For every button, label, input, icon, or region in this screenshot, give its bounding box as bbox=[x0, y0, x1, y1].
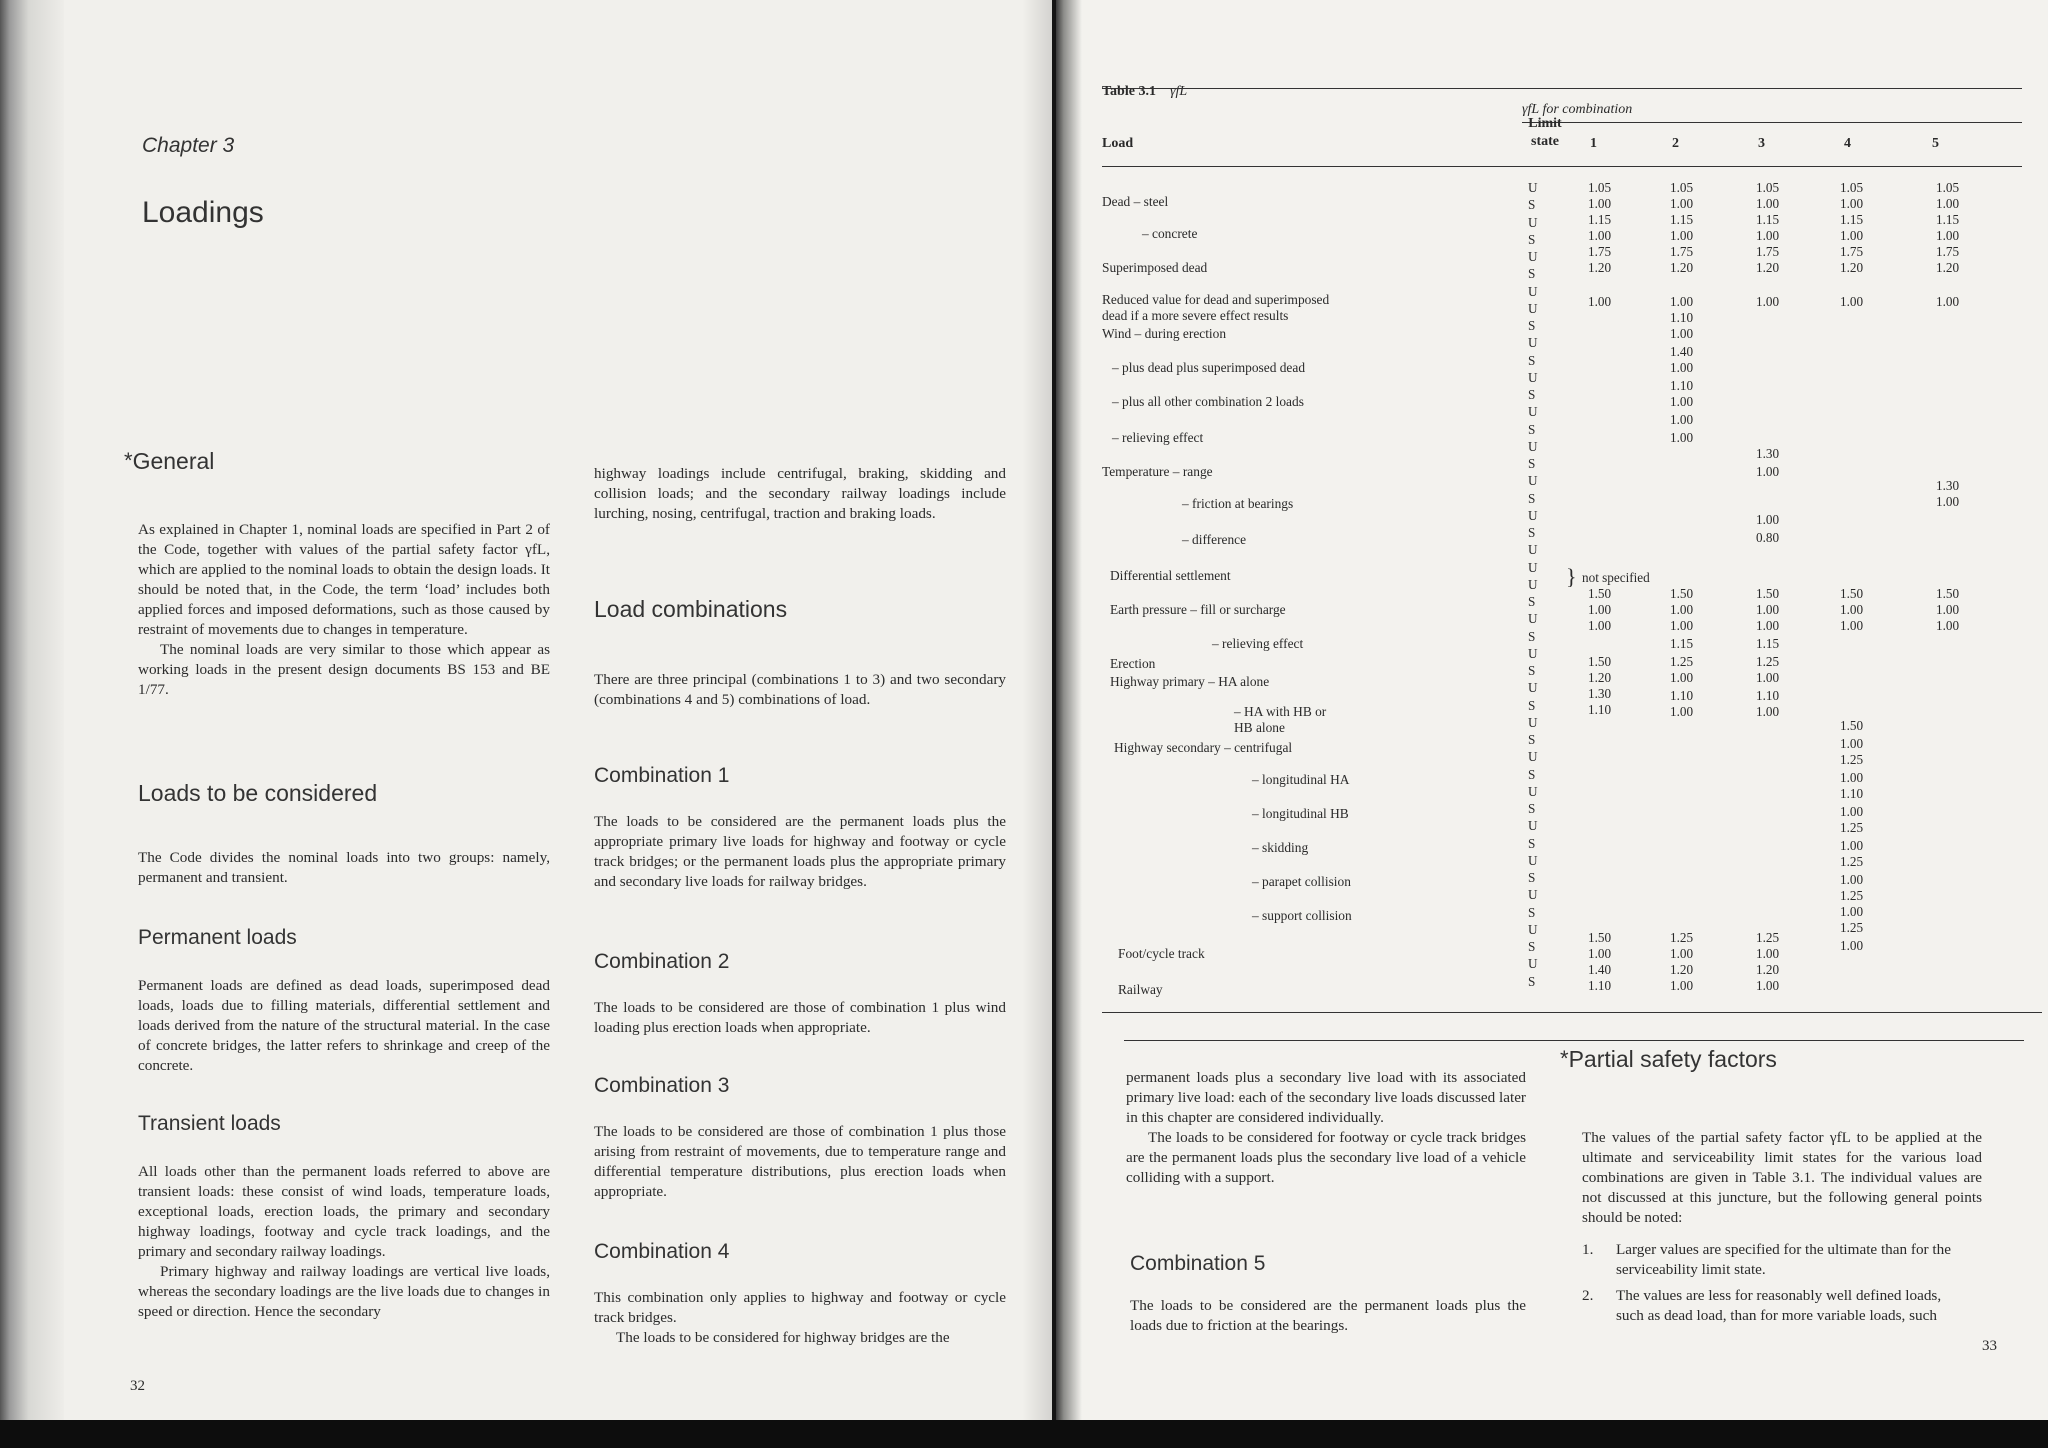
table-limit-state-cell: S bbox=[1528, 732, 1536, 747]
combination-2-text: The loads to be considered are those of combination 1 plus wind loading plus erection loads when appropriate. bbox=[594, 999, 1006, 1036]
table-value-cell: 1.20 bbox=[1588, 670, 1612, 685]
table-load-label: – plus dead plus superimposed dead bbox=[1112, 360, 1306, 375]
table-header-combo-2: 2 bbox=[1672, 136, 1679, 151]
table-value-cell: 1.25 bbox=[1756, 930, 1780, 945]
table-header-limit: Limit bbox=[1528, 116, 1562, 131]
table-load-label: – plus all other combination 2 loads bbox=[1112, 394, 1304, 409]
table-load-label: – HA with HB or bbox=[1234, 704, 1327, 719]
paragraph: The nominal loads are very similar to those which appear as working loads in the present design documents BS 153 and BE 1/77. bbox=[138, 641, 550, 698]
table-limit-state-cell: S bbox=[1528, 835, 1536, 851]
table-value-cell: 1.00 bbox=[1840, 938, 1864, 953]
page-number: 32 bbox=[130, 1378, 145, 1394]
table-limit-state-cell: U bbox=[1528, 473, 1538, 489]
table-value-cell: 1.00 bbox=[1670, 602, 1694, 617]
table-header-load: Load bbox=[1102, 136, 1134, 151]
table-limit-state-cell: U bbox=[1528, 283, 1538, 299]
table-value-cell: 1.00 bbox=[1756, 196, 1780, 211]
table-value-cell: 1.00 bbox=[1670, 704, 1694, 719]
paragraph: The loads to be considered for footway or cycle track bridges are the permanent loads plus the secondary live load of a vehicle colliding with a support. bbox=[1126, 1129, 1526, 1186]
table-limit-state-cell: U bbox=[1528, 887, 1538, 903]
table-value-cell: 1.00 bbox=[1936, 294, 1960, 309]
table-load-label: Superimposed dead bbox=[1102, 260, 1208, 275]
table-value-cell: 1.25 bbox=[1840, 920, 1864, 935]
table-title-symbol: γfL bbox=[1169, 84, 1188, 99]
table-value-cell: 1.00 bbox=[1756, 512, 1780, 527]
table-value-cell: 1.40 bbox=[1670, 344, 1694, 359]
table-value-cell: 1.00 bbox=[1756, 294, 1780, 309]
combination-1-text: The loads to be considered are the permanent loads plus the appropriate primary live loads for highway and footway or cycle track bridges; or the permanent loads plus the appropriate primary and secondary live loads for railway bridges. bbox=[594, 813, 1006, 890]
table-group-rule bbox=[1522, 122, 2022, 123]
table-load-label: Differential settlement bbox=[1110, 568, 1231, 583]
table-load-label: Highway secondary – centrifugal bbox=[1114, 740, 1293, 755]
table-load-label: Dead – steel bbox=[1102, 194, 1169, 209]
table-limit-state-cell: U bbox=[1528, 559, 1538, 575]
table-limit-state-cell: U bbox=[1528, 749, 1538, 765]
table-limit-state-cell: U bbox=[1528, 249, 1538, 264]
table-limit-state-cell: S bbox=[1528, 318, 1536, 333]
table-load-label: – concrete bbox=[1142, 226, 1198, 241]
table-limit-state-cell: S bbox=[1528, 266, 1536, 282]
table-limit-state-cell: U bbox=[1528, 956, 1538, 972]
table-load-label: Highway primary – HA alone bbox=[1110, 674, 1270, 689]
table-value-cell: 1.25 bbox=[1840, 854, 1864, 869]
subheading-combination-1: Combination 1 bbox=[594, 764, 730, 787]
table-value-cell: 1.20 bbox=[1756, 962, 1780, 977]
table-value-cell: 1.00 bbox=[1670, 946, 1694, 961]
chapter-label: Chapter 3 bbox=[142, 134, 235, 157]
table-limit-state-cell: U bbox=[1528, 645, 1538, 661]
table-limit-state-cell: U bbox=[1528, 611, 1538, 627]
table-value-cell: 1.10 bbox=[1840, 786, 1864, 801]
table-value-cell: 1.00 bbox=[1840, 618, 1864, 633]
list-number: 1. bbox=[1582, 1241, 1594, 1258]
chapter-title: Loadings bbox=[142, 196, 264, 229]
table-value-cell: 1.00 bbox=[1840, 804, 1864, 819]
table-value-cell: 1.00 bbox=[1670, 196, 1694, 211]
table-title-text: Table 3.1 bbox=[1102, 84, 1156, 99]
table-load-label: Railway bbox=[1118, 982, 1163, 997]
table-value-cell: 1.00 bbox=[1588, 618, 1612, 633]
table-limit-state-cell: S bbox=[1528, 352, 1536, 368]
table-value-cell: 1.00 bbox=[1840, 838, 1864, 853]
continued-text bbox=[1126, 1068, 1526, 1188]
section-heading-general bbox=[124, 448, 214, 475]
table-value-cell: 1.15 bbox=[1840, 212, 1864, 227]
table-limit-state-cell: U bbox=[1528, 921, 1538, 937]
section-divider bbox=[1124, 1040, 2024, 1041]
table-load-label: Wind – during erection bbox=[1102, 326, 1227, 341]
section-heading-psf bbox=[1560, 1046, 1777, 1073]
table-value-cell: 1.00 bbox=[1840, 904, 1864, 919]
transient-text bbox=[138, 1162, 550, 1322]
table-value-cell: 1.10 bbox=[1756, 688, 1780, 703]
combination-5-text: The loads to be considered are the permanent loads plus the loads due to friction at the bearings. bbox=[1130, 1297, 1526, 1334]
table-value-cell: 1.00 bbox=[1588, 602, 1612, 617]
list-text: Larger values are specified for the ultimate than for the serviceability limit state. bbox=[1616, 1241, 1951, 1278]
gutter-shadow bbox=[1022, 0, 1052, 1420]
table-value-cell: 1.10 bbox=[1670, 378, 1694, 393]
table-value-cell: 1.10 bbox=[1588, 702, 1612, 717]
table-value-cell: 1.75 bbox=[1670, 244, 1694, 259]
table-limit-state-cell: S bbox=[1528, 973, 1536, 989]
table-value-cell: 1.25 bbox=[1840, 752, 1864, 767]
asterisk-mark: * bbox=[124, 448, 133, 473]
table-value-cell: 1.30 bbox=[1588, 686, 1612, 701]
table-limit-state-cell: S bbox=[1528, 231, 1536, 247]
general-text bbox=[138, 520, 550, 700]
paragraph: This combination only applies to highway and footway or cycle track bridges. bbox=[594, 1289, 1006, 1326]
table-value-cell: 1.00 bbox=[1588, 196, 1612, 211]
binding-shadow bbox=[0, 1420, 2048, 1448]
table-value-cell: 1.30 bbox=[1936, 478, 1960, 493]
list-item bbox=[1582, 1286, 1982, 1328]
table-limit-state-cell: S bbox=[1528, 904, 1536, 920]
table-load-label: Temperature – range bbox=[1102, 464, 1213, 479]
table-value-cell: 1.20 bbox=[1936, 260, 1960, 275]
paragraph: permanent loads plus a secondary live load with its associated primary live load: each of the secondary live loads discussed later in this chapter are considered individually. bbox=[1126, 1069, 1526, 1126]
table-limit-state-cell: S bbox=[1528, 697, 1536, 713]
subheading-combination-3: Combination 3 bbox=[594, 1074, 730, 1097]
gutter-shadow bbox=[1056, 0, 1082, 1420]
table-value-cell: 1.25 bbox=[1840, 820, 1864, 835]
table-value-cell: 1.15 bbox=[1670, 212, 1694, 227]
table-value-cell: 1.40 bbox=[1588, 962, 1612, 977]
table-load-label: – longitudinal HB bbox=[1252, 806, 1349, 821]
table-load-label: – parapet collision bbox=[1252, 874, 1351, 889]
table-value-cell: 1.00 bbox=[1840, 872, 1864, 887]
table-load-label: – friction at bearings bbox=[1182, 496, 1294, 511]
table-value-cell: 1.75 bbox=[1756, 244, 1780, 259]
table-value-cell: 1.00 bbox=[1840, 196, 1864, 211]
table-group-header: γfL for combination bbox=[1522, 102, 1633, 117]
heading-text: Partial safety factors bbox=[1568, 1046, 1777, 1072]
not-specified-label: not specified bbox=[1582, 570, 1650, 585]
table-load-label: – relieving effect bbox=[1212, 636, 1304, 651]
table-value-cell: 1.75 bbox=[1840, 244, 1864, 259]
table-value-cell: 1.05 bbox=[1670, 180, 1694, 195]
list-text: The values are less for reasonably well defined loads, such as dead load, than for more variable loads, such bbox=[1616, 1287, 1942, 1324]
table-limit-state-cell: U bbox=[1528, 369, 1538, 385]
table-value-cell: 1.00 bbox=[1588, 228, 1612, 243]
table-value-cell: 1.05 bbox=[1588, 180, 1612, 195]
table-value-cell: 1.15 bbox=[1588, 212, 1612, 227]
heading-text: General bbox=[132, 448, 215, 474]
table-value-cell: 1.50 bbox=[1588, 930, 1612, 945]
table-value-cell: 1.20 bbox=[1670, 260, 1694, 275]
combinations-text: There are three principal (combinations 1 to 3) and two secondary (combinations 4 and 5) combinations of load. bbox=[594, 671, 1006, 708]
table-value-cell: 1.10 bbox=[1588, 978, 1612, 993]
table-load-label: Reduced value for dead and superimposed bbox=[1102, 292, 1330, 307]
table-value-cell: 1.20 bbox=[1756, 260, 1780, 275]
table-limit-state-cell: U bbox=[1528, 507, 1538, 523]
table-load-label: – relieving effect bbox=[1112, 430, 1204, 445]
right-page bbox=[1056, 0, 2048, 1420]
table-value-cell: 1.00 bbox=[1670, 412, 1694, 427]
table-value-cell: 1.00 bbox=[1670, 618, 1694, 633]
table-value-cell: 1.20 bbox=[1670, 962, 1694, 977]
table-value-cell: 1.25 bbox=[1756, 654, 1780, 669]
table-header-state: state bbox=[1531, 134, 1559, 149]
table-limit-state-cell: U bbox=[1528, 404, 1538, 420]
table-limit-state-cell: U bbox=[1528, 542, 1538, 558]
table-limit-state-cell: U bbox=[1528, 214, 1538, 230]
page-number: 33 bbox=[1982, 1338, 1997, 1354]
table-limit-state-cell: U bbox=[1528, 680, 1538, 696]
list-item bbox=[1582, 1240, 1982, 1282]
subheading-combination-4: Combination 4 bbox=[594, 1240, 730, 1263]
table-value-cell: 1.50 bbox=[1936, 586, 1960, 601]
table-value-cell: 1.05 bbox=[1936, 180, 1960, 195]
table-value-cell: 1.15 bbox=[1756, 636, 1780, 651]
table-header-combo-1: 1 bbox=[1590, 136, 1597, 151]
table-value-cell: 1.00 bbox=[1840, 602, 1864, 617]
table-load-label: – support collision bbox=[1252, 908, 1352, 923]
permanent-text: Permanent loads are defined as dead loads, superimposed dead loads, loads due to filling materials, differential settlement and loads derived from the nature of the structural material. In the case of concrete bridges, the latter refers to shrinkage and creep of the concrete. bbox=[138, 977, 550, 1074]
table-value-cell: 1.75 bbox=[1588, 244, 1612, 259]
table-load-label: Erection bbox=[1110, 656, 1156, 671]
table-value-cell: 1.50 bbox=[1756, 586, 1780, 601]
table-value-cell: 1.00 bbox=[1936, 228, 1960, 243]
table-value-cell: 1.00 bbox=[1936, 618, 1960, 633]
table-limit-state-cell: S bbox=[1528, 594, 1536, 609]
table-value-cell: 1.20 bbox=[1588, 260, 1612, 275]
subheading-combination-5: Combination 5 bbox=[1130, 1252, 1266, 1275]
table-limit-state-cell: S bbox=[1528, 801, 1536, 816]
table-value-cell: 1.00 bbox=[1670, 978, 1694, 993]
table-load-label: Earth pressure – fill or surcharge bbox=[1110, 602, 1286, 617]
table-value-cell: 1.00 bbox=[1756, 602, 1780, 617]
table-value-cell: 1.20 bbox=[1840, 260, 1864, 275]
table-value-cell: 1.75 bbox=[1936, 244, 1960, 259]
table-value-cell: 1.00 bbox=[1936, 602, 1960, 617]
table-limit-state-cell: U bbox=[1528, 180, 1538, 195]
table-load-label: – difference bbox=[1182, 532, 1247, 547]
table-limit-state-cell: U bbox=[1528, 335, 1538, 351]
table-load-label: dead if a more severe effect results bbox=[1102, 308, 1289, 323]
table-value-cell: 1.10 bbox=[1670, 310, 1694, 325]
table-value-cell: 1.05 bbox=[1756, 180, 1780, 195]
table-value-cell: 1.00 bbox=[1756, 618, 1780, 633]
table-value-cell: 1.50 bbox=[1840, 586, 1864, 601]
subheading-combination-2: Combination 2 bbox=[594, 950, 730, 973]
table-value-cell: 1.00 bbox=[1670, 326, 1694, 341]
table-limit-state-cell: S bbox=[1528, 525, 1536, 540]
table-value-cell: 1.00 bbox=[1756, 228, 1780, 243]
col2-continued-text: highway loadings include centrifugal, braking, skidding and collision loads; and the secondary railway loadings include lurching, nosing, centrifugal, traction and braking loads. bbox=[594, 465, 1006, 522]
table-value-cell: 1.00 bbox=[1670, 430, 1694, 445]
table-header-combo-3: 3 bbox=[1758, 136, 1765, 151]
table-limit-state-cell: S bbox=[1528, 387, 1536, 402]
table-value-cell: 1.00 bbox=[1670, 228, 1694, 243]
table-value-cell: 1.00 bbox=[1588, 294, 1612, 309]
table-limit-state-cell: U bbox=[1528, 438, 1538, 454]
table-limit-state-cell: U bbox=[1528, 818, 1538, 834]
table-value-cell: 1.25 bbox=[1670, 930, 1694, 945]
table-limit-state-cell: S bbox=[1528, 628, 1536, 644]
table-limit-state-cell: S bbox=[1528, 456, 1536, 471]
table-value-cell: 1.10 bbox=[1670, 688, 1694, 703]
table-value-cell: 0.80 bbox=[1756, 530, 1780, 545]
table-value-cell: 1.00 bbox=[1670, 394, 1694, 409]
table-limit-state-cell: S bbox=[1528, 870, 1536, 885]
table-header-combo-5: 5 bbox=[1932, 136, 1939, 151]
table-value-cell: 1.00 bbox=[1936, 196, 1960, 211]
table-value-cell: 1.00 bbox=[1936, 494, 1960, 509]
table-value-cell: 1.00 bbox=[1670, 294, 1694, 309]
paragraph: The loads to be considered for highway bridges are the bbox=[616, 1329, 950, 1346]
table-value-cell: 1.30 bbox=[1756, 446, 1780, 461]
table-limit-state-cell: U bbox=[1528, 576, 1538, 592]
table-value-cell: 1.15 bbox=[1756, 212, 1780, 227]
table-load-label: – skidding bbox=[1252, 840, 1309, 855]
combination-3-text: The loads to be considered are those of combination 1 plus those arising from restraint of movements, due to temperature range and differential temperature distributions, plus erection loads when appropriate. bbox=[594, 1123, 1006, 1200]
asterisk-mark: * bbox=[1560, 1046, 1569, 1071]
table-value-cell: 1.00 bbox=[1840, 294, 1864, 309]
table-value-cell: 1.50 bbox=[1588, 654, 1612, 669]
list-number: 2. bbox=[1582, 1287, 1594, 1304]
brace: } bbox=[1566, 564, 1577, 589]
subheading-permanent: Permanent loads bbox=[138, 926, 297, 949]
table-value-cell: 1.00 bbox=[1756, 670, 1780, 685]
table-value-cell: 1.00 bbox=[1840, 770, 1864, 785]
paragraph: As explained in Chapter 1, nominal loads are specified in Part 2 of the Code, together with values of the partial safety factor γfL, which are applied to the nominal loads to obtain the design loads. It should be noted that, in the Code, the term ‘load’ includes both applied forces and imposed deformations, such as those caused by restraint of movements due to changes in temperature. bbox=[138, 521, 550, 638]
table-value-cell: 1.05 bbox=[1840, 180, 1864, 195]
table-limit-state-cell: S bbox=[1528, 766, 1536, 782]
table-value-cell: 1.00 bbox=[1756, 464, 1780, 479]
psf-text: The values of the partial safety factor γfL to be applied at the ultimate and serviceability limit states for the various load combinations are given in Table 3.1. The individual values are not discussed at this juncture, but the following general points should be noted: bbox=[1582, 1129, 1982, 1226]
table-value-cell: 1.00 bbox=[1588, 946, 1612, 961]
table-title bbox=[1102, 84, 1187, 100]
table-limit-state-cell: U bbox=[1528, 300, 1538, 316]
table-limit-state-cell: S bbox=[1528, 421, 1536, 437]
table-value-cell: 1.00 bbox=[1756, 978, 1780, 993]
paragraph: Primary highway and railway loadings are vertical live loads, whereas the secondary loadings are the live loads due to changes in speed or direction. Hence the secondary bbox=[138, 1263, 550, 1320]
table-value-cell: 1.00 bbox=[1840, 736, 1864, 751]
table-limit-state-cell: U bbox=[1528, 714, 1538, 730]
table-header-rule bbox=[1102, 166, 2022, 167]
table-limit-state-cell: S bbox=[1528, 490, 1536, 506]
table-limit-state-cell: S bbox=[1528, 663, 1536, 678]
combination-4-text bbox=[594, 1288, 1006, 1348]
loads-text: The Code divides the nominal loads into two groups: namely, permanent and transient. bbox=[138, 849, 550, 886]
table-value-cell: 1.50 bbox=[1840, 718, 1864, 733]
table-limit-state-cell: U bbox=[1528, 783, 1538, 799]
table-bottom-rule bbox=[1102, 1012, 2042, 1013]
table-value-cell: 1.15 bbox=[1670, 636, 1694, 651]
table-value-cell: 1.50 bbox=[1588, 586, 1612, 601]
table-value-cell: 1.00 bbox=[1756, 946, 1780, 961]
table-value-cell: 1.00 bbox=[1756, 704, 1780, 719]
table-value-cell: 1.00 bbox=[1670, 670, 1694, 685]
table-header-combo-4: 4 bbox=[1844, 136, 1851, 151]
page-edge-shadow bbox=[0, 0, 64, 1420]
table-value-cell: 1.25 bbox=[1670, 654, 1694, 669]
table-value-cell: 1.00 bbox=[1840, 228, 1864, 243]
table-load-label: – longitudinal HA bbox=[1252, 772, 1350, 787]
section-heading-loads: Loads to be considered bbox=[138, 780, 378, 806]
section-heading-combinations: Load combinations bbox=[594, 596, 788, 622]
paragraph: All loads other than the permanent loads referred to above are transient loads: these consist of wind loads, temperature loads, exceptional loads, erection loads, the primary and secondary highway loadings, footway and cycle track loadings, and the primary and secondary railway loadings. bbox=[138, 1163, 550, 1260]
table-limit-state-cell: U bbox=[1528, 852, 1538, 868]
table-load-label: HB alone bbox=[1234, 720, 1285, 735]
table-load-label: Foot/cycle track bbox=[1118, 946, 1205, 961]
table-value-cell: 1.00 bbox=[1670, 360, 1694, 375]
table-top-rule bbox=[1102, 88, 2022, 89]
table-limit-state-cell: S bbox=[1528, 939, 1536, 954]
table-value-cell: 1.50 bbox=[1670, 586, 1694, 601]
table-value-cell: 1.25 bbox=[1840, 888, 1864, 903]
subheading-transient: Transient loads bbox=[138, 1112, 281, 1135]
table-value-cell: 1.15 bbox=[1936, 212, 1960, 227]
table-limit-state-cell: S bbox=[1528, 197, 1536, 213]
